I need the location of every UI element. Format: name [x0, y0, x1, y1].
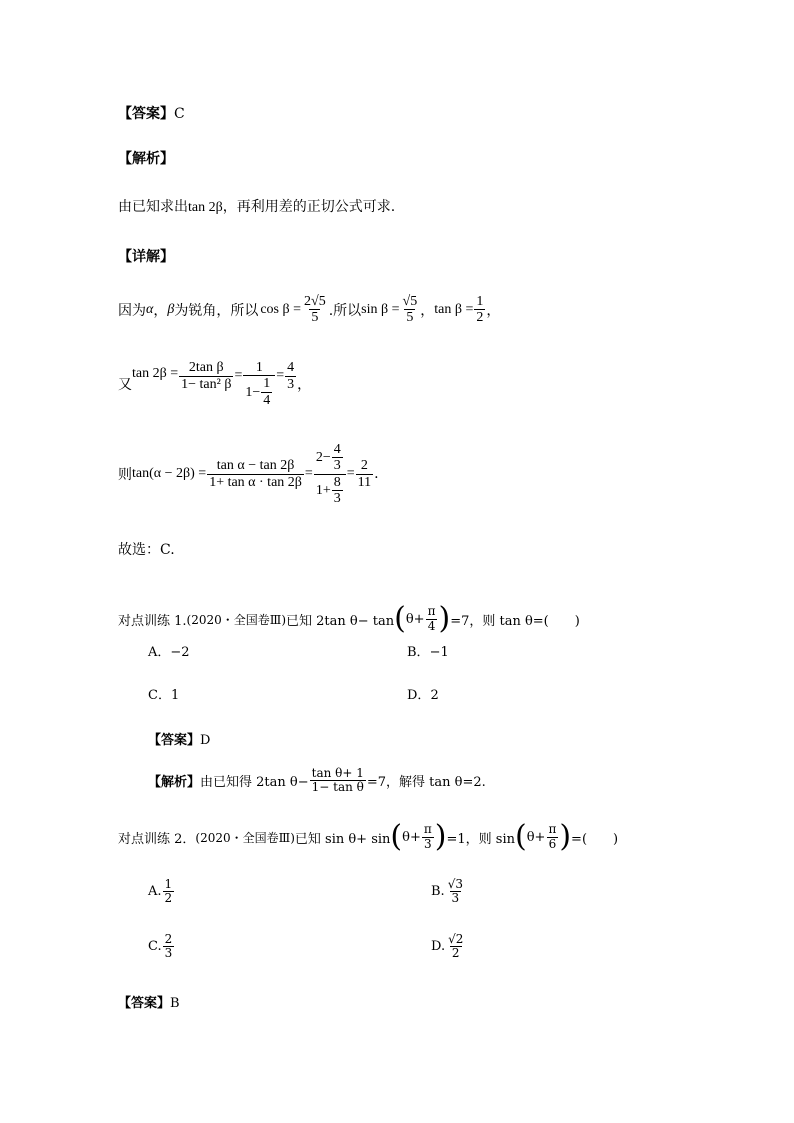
- line2-f3-den: 3: [287, 376, 295, 392]
- analysis-text-b: =7，解得 tan θ=2.: [366, 775, 486, 791]
- answer-label: 【答案】: [118, 106, 174, 122]
- tan-den: 2: [476, 310, 484, 326]
- exercise-2-stem-c: =( ): [571, 831, 619, 847]
- analysis-text: [118, 196, 395, 216]
- exercise-1-option-c: [148, 684, 179, 703]
- line2-f2-inner-fraction: [261, 376, 272, 408]
- line2-f2-num: 1: [255, 360, 263, 375]
- line3-f2-num: [314, 442, 346, 474]
- exercise-1-stem: 对点训练 1. (2020・全国卷Ⅲ) 已知 2tan θ− tan ( θ+ $\frac{\pi}{4}$ ) =7，则 tan θ=( ): [118, 601, 580, 636]
- exercise-2-source: (2020・全国卷Ⅲ): [195, 830, 295, 845]
- exercise-2-stem-b: =1，则 sin: [446, 831, 515, 847]
- line1-text-e: ，: [486, 302, 501, 319]
- exercise-2-answer: [118, 992, 180, 1011]
- option-value: −2: [170, 645, 190, 660]
- tan-num: 1: [476, 294, 484, 309]
- analysis-fraction: [310, 767, 366, 794]
- line3-f1-den: 1+ tan α · tan 2β: [209, 474, 302, 490]
- line2-text-a: 又: [118, 377, 132, 394]
- exercise-1-analysis: [148, 767, 486, 794]
- cos-fraction: [302, 294, 328, 326]
- line1-text-c: .所以: [328, 302, 362, 319]
- cos-den: 5: [311, 310, 319, 326]
- exercise-2-pi-1: π: [423, 822, 432, 837]
- answer-value: D: [200, 733, 211, 748]
- detail-line-1: [118, 294, 500, 326]
- option-num: √2: [448, 932, 464, 946]
- option-label: A.: [148, 884, 162, 900]
- tan-fraction: [474, 294, 485, 326]
- option-fraction: [446, 933, 465, 960]
- exercise-2-option-a: [148, 878, 175, 905]
- line3-f2-num-inner-num: 4: [333, 442, 341, 457]
- option-label: B．: [407, 645, 430, 660]
- choose-line: 故选：C.: [118, 542, 175, 558]
- alpha-symbol: α: [146, 301, 154, 317]
- answer-label: 【答案】: [148, 733, 201, 748]
- exercise-1-prefix: 对点训练 1.: [118, 613, 187, 629]
- exercise-1-stem-b: =7，则 tan θ=( ): [450, 613, 580, 629]
- line3-text-a: 则: [118, 467, 132, 484]
- exercise-2-pi-2: π: [548, 822, 557, 837]
- detail-line-3: 则 tan(α − 2β) = $\frac{\text{tan α − tan 2β}}{\text{1+ tan α · tan 2β}}$ = 2− $\frac{4}{3}$ 1+ $\frac{8}{3}$ = $\frac{2}{11}$ .: [118, 442, 379, 507]
- analysis-label: 【解析】: [118, 151, 174, 167]
- exercise-2-option-c: [148, 933, 175, 960]
- exercise-1-inner: θ+: [405, 611, 425, 627]
- exercise-2-stem-a: 已知 sin θ+ sin: [294, 831, 391, 847]
- exercise-2-option-d: [431, 933, 466, 960]
- line3-fraction-2: [314, 442, 346, 507]
- line2-f2-den-a: 1−: [245, 384, 261, 400]
- line3-f2-num-a: 2−: [315, 450, 331, 466]
- line1-text-a: 因为: [118, 302, 146, 319]
- line1-text-d: ，: [420, 302, 435, 319]
- exercise-1-option-d: [407, 684, 439, 703]
- detail-line-2: 又 tan 2β = $\frac{\text{2tan β}}{\text{1− tan² β}}$ = 1 1− $\frac{1}{4}$ = $\frac{4}{3}$ ，: [118, 360, 312, 408]
- exercise-1-answer: [148, 729, 210, 748]
- option-den: 2: [451, 946, 460, 961]
- line2-lhs: tan 2β =: [132, 366, 179, 382]
- cos-lhs: cos β =: [260, 301, 302, 317]
- exercise-2-prefix: 对点训练 2．: [118, 831, 196, 847]
- line3-f1-num: tan α − tan 2β: [216, 458, 295, 474]
- exercise-2-option-b: [431, 878, 466, 905]
- exercise-2-pi-den-2: 6: [548, 836, 557, 851]
- analysis-expr: tan 2β: [188, 200, 223, 215]
- option-num: 2: [164, 932, 173, 946]
- detail-label: 【详解】: [118, 249, 174, 265]
- line2-f3-num: 4: [287, 360, 295, 376]
- answer-value: B: [170, 996, 180, 1011]
- exercise-2-stem: 对点训练 2． (2020・全国卷Ⅲ) 已知 sin θ+ sin ( θ+ $\frac{\pi}{3}$ ) =1，则 sin ( θ+ $\frac{\pi}{6}$ ) =( ): [118, 819, 619, 854]
- analysis-label: 【解析】: [148, 775, 201, 791]
- option-value: 1: [170, 688, 180, 703]
- option-label: C.: [148, 939, 162, 955]
- exercise-1-pi-fraction: [426, 605, 438, 632]
- option-label: B.: [431, 884, 445, 900]
- exercise-2-inner-1: θ+: [402, 829, 421, 845]
- option-den: 2: [164, 891, 173, 906]
- option-den: 3: [164, 946, 173, 961]
- option-num: 1: [164, 877, 173, 891]
- line3-f2-num-inner: [332, 442, 343, 474]
- line3-f2-den-inner-num: 8: [333, 474, 341, 490]
- analysis-text-b: ，再利用差的正切公式可求.: [222, 199, 396, 215]
- line3-end: .: [374, 466, 379, 483]
- line3-f2-den: [314, 474, 346, 507]
- exercise-1-option-b: [407, 641, 449, 660]
- option-fraction: [446, 878, 465, 905]
- option-fraction: [163, 878, 175, 905]
- exercise-1-pi-den: 4: [427, 618, 436, 633]
- line3-f2-den-a: 1+: [315, 482, 331, 498]
- line3-fraction-1: [207, 458, 304, 490]
- cos-num: 2√5: [304, 294, 326, 309]
- option-label: D．: [407, 688, 431, 703]
- option-value: 2: [430, 688, 439, 703]
- sin-fraction: [401, 294, 420, 326]
- answer-label: 【答案】: [118, 996, 171, 1011]
- line3-f2-den-inner-den: 3: [333, 491, 341, 507]
- line2-f1-den: 1− tan² β: [181, 376, 232, 392]
- line1-sep: ，: [153, 302, 168, 319]
- exercise-2-inner-2: θ+: [526, 829, 546, 845]
- line2-fraction-3: [285, 360, 296, 392]
- exercise-2-pi-fraction-1: [422, 823, 434, 850]
- analysis-text-a: 由已知求出: [118, 199, 188, 215]
- option-fraction: [163, 933, 175, 960]
- line3-f3-den: 11: [357, 474, 372, 490]
- line2-end: ，: [297, 377, 312, 394]
- exercise-1-pi: π: [427, 604, 436, 619]
- analysis-den: 1− tan θ: [311, 780, 364, 795]
- sin-den: 5: [406, 310, 414, 326]
- option-label: D.: [431, 939, 446, 955]
- line2-fraction-2: [243, 360, 275, 408]
- exercise-2-pi-den-1: 3: [424, 836, 432, 851]
- sin-lhs: sin β =: [361, 301, 400, 317]
- line1-text-b: 为锐角，所以: [174, 302, 259, 319]
- line2-f2-inner-den: 4: [263, 392, 271, 408]
- answer-value: C: [174, 106, 185, 122]
- option-label: A．: [148, 645, 171, 660]
- line2-fraction-1: [179, 360, 233, 392]
- analysis-text-a: 由已知得 2tan θ−: [200, 775, 309, 791]
- sin-num: √5: [402, 294, 418, 309]
- line2-f2-den: [243, 375, 275, 408]
- line3-f2-den-inner: [332, 475, 343, 507]
- line2-f2-inner-num: 1: [263, 376, 271, 392]
- option-num: √3: [447, 877, 463, 891]
- exercise-1-option-a: [148, 641, 190, 660]
- answer-line: [118, 103, 185, 123]
- exercise-1-stem-a: 已知 2tan θ− tan: [286, 613, 395, 629]
- line3-f3-num: 2: [360, 458, 368, 474]
- exercise-2-pi-fraction-2: [546, 823, 558, 850]
- tan-lhs: tan β =: [434, 301, 474, 317]
- line3-fraction-3: [356, 458, 373, 490]
- line2-f1-num: 2tan β: [188, 360, 224, 376]
- option-label: C．: [148, 688, 171, 703]
- option-den: 3: [451, 891, 460, 906]
- line3-f2-num-inner-den: 3: [333, 458, 341, 474]
- beta-symbol: β: [167, 301, 175, 317]
- exercise-1-source: (2020・全国卷Ⅲ): [186, 612, 287, 627]
- analysis-num: tan θ+ 1: [311, 766, 364, 780]
- option-value: −1: [429, 645, 449, 660]
- line3-lhs: tan(α − 2β) =: [132, 466, 207, 482]
